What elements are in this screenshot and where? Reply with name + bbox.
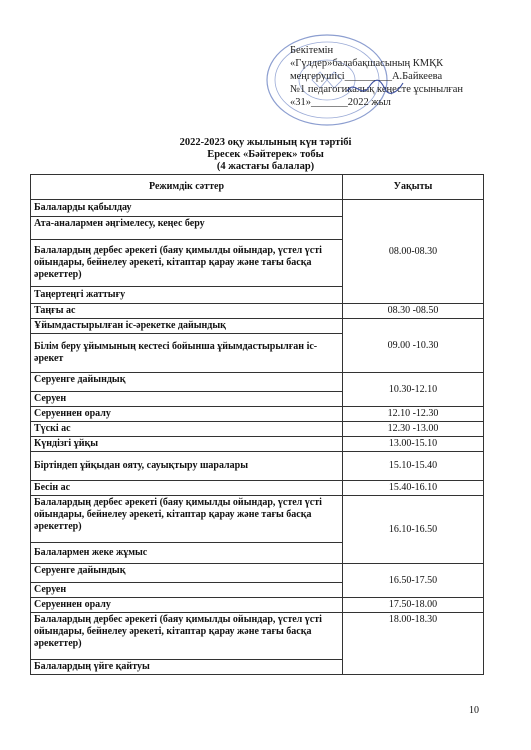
time-cell: 08.00-08.30 (343, 200, 484, 304)
time-cell: 16.10-16.50 (343, 496, 484, 564)
time-cell: 10.30-12.10 (343, 373, 484, 407)
activity-cell: Балалармен жеке жұмыс (31, 543, 343, 564)
approval-line: «Гүлдер»балабақшасының КМҚК (290, 58, 444, 69)
table-row (31, 496, 484, 543)
time-cell: 09.00 -10.30 (343, 319, 484, 373)
activity-cell: Балалардың дербес әрекеті (баяу қимылды ойындар, үстел үсті ойындары, бейнелеу әрекеті, кітаптар қарау және тағы басқа әрекеттер) (31, 613, 343, 660)
activity-cell: Серуен (31, 392, 343, 407)
table-row (31, 304, 484, 319)
time-cell: 08.30 -08.50 (343, 304, 484, 319)
group-name: Ересек «Бәйтерек» тобы (207, 149, 324, 160)
approval-line: Бекітемін (290, 45, 334, 56)
activity-cell: Таңғы ас (31, 304, 343, 319)
time-cell: 13.00-15.10 (343, 437, 484, 452)
activity-cell: Серуенге дайындық (31, 373, 343, 392)
time-cell: 17.50-18.00 (343, 598, 484, 613)
table-row (31, 598, 484, 613)
approval-line: «31»_______2022 жыл (290, 97, 391, 108)
activity-cell: Ұйымдастырылған іс-әрекетке дайындық (31, 319, 343, 334)
table-row (31, 200, 484, 217)
activity-cell: Серуеннен оралу (31, 407, 343, 422)
approval-block (290, 44, 520, 109)
activity-cell: Серуеннен оралу (31, 598, 343, 613)
table-row (31, 319, 484, 334)
table-row (31, 422, 484, 437)
time-cell: 12.10 -12.30 (343, 407, 484, 422)
time-cell: 12.30 -13.00 (343, 422, 484, 437)
activity-cell: Балаларды қабылдау (31, 200, 343, 217)
time-cell: 18.00-18.30 (343, 613, 484, 675)
table-row (31, 407, 484, 422)
activity-cell: Балалардың үйге қайтуы (31, 660, 343, 675)
activity-cell: Балалардың дербес әрекеті (баяу қимылды ойындар, үстел үсті ойындары, бейнелеу әрекеті, кітаптар қарау және тағы басқа әрекеттер) (31, 496, 343, 543)
activity-cell: Ата-аналармен әңгімелесу, кеңес беру (31, 217, 343, 240)
activity-cell: Түскі ас (31, 422, 343, 437)
column-header-activity: Режимдік сәттер (31, 175, 343, 200)
activity-cell: Балалардың дербес әрекеті (баяу қимылды ойындар, үстел үсті ойындары, бейнелеу әрекеті, кітаптар қарау және тағы басқа әрекеттер) (31, 240, 343, 287)
table-row (31, 452, 484, 481)
activity-cell: Серуен (31, 583, 343, 598)
column-header-time: Уақыты (343, 175, 484, 200)
time-cell: 16.50-17.50 (343, 564, 484, 598)
table-row (31, 481, 484, 496)
approval-line: меңгерушісі_________А.Байкеева (290, 71, 443, 82)
activity-cell: Біртіндеп ұйқыдан ояту, сауықтыру шаралары (31, 452, 343, 481)
table-row (31, 613, 484, 660)
table-row (31, 564, 484, 583)
activity-cell: Серуенге дайындық (31, 564, 343, 583)
table-row (31, 373, 484, 392)
document-title: 2022-2023 оқу жылының күн тәртібі (179, 137, 352, 148)
activity-cell: Бесін ас (31, 481, 343, 496)
time-cell: 15.40-16.10 (343, 481, 484, 496)
page-number: 10 (469, 705, 479, 716)
table-row (31, 437, 484, 452)
age-note: (4 жастағы балалар) (216, 161, 315, 172)
table-header-row (31, 175, 484, 200)
time-cell: 15.10-15.40 (343, 452, 484, 481)
approval-line: №1 педагогикалық кеңесте ұсынылған (290, 84, 464, 95)
activity-cell: Білім беру ұйымының кестесі бойынша ұйымдастырылған іс-әрекет (31, 334, 343, 373)
signature-icon (345, 77, 405, 99)
activity-cell: Күндізгі ұйқы (31, 437, 343, 452)
activity-cell: Таңертеңгі жаттығу (31, 287, 343, 304)
schedule-table (30, 174, 484, 675)
